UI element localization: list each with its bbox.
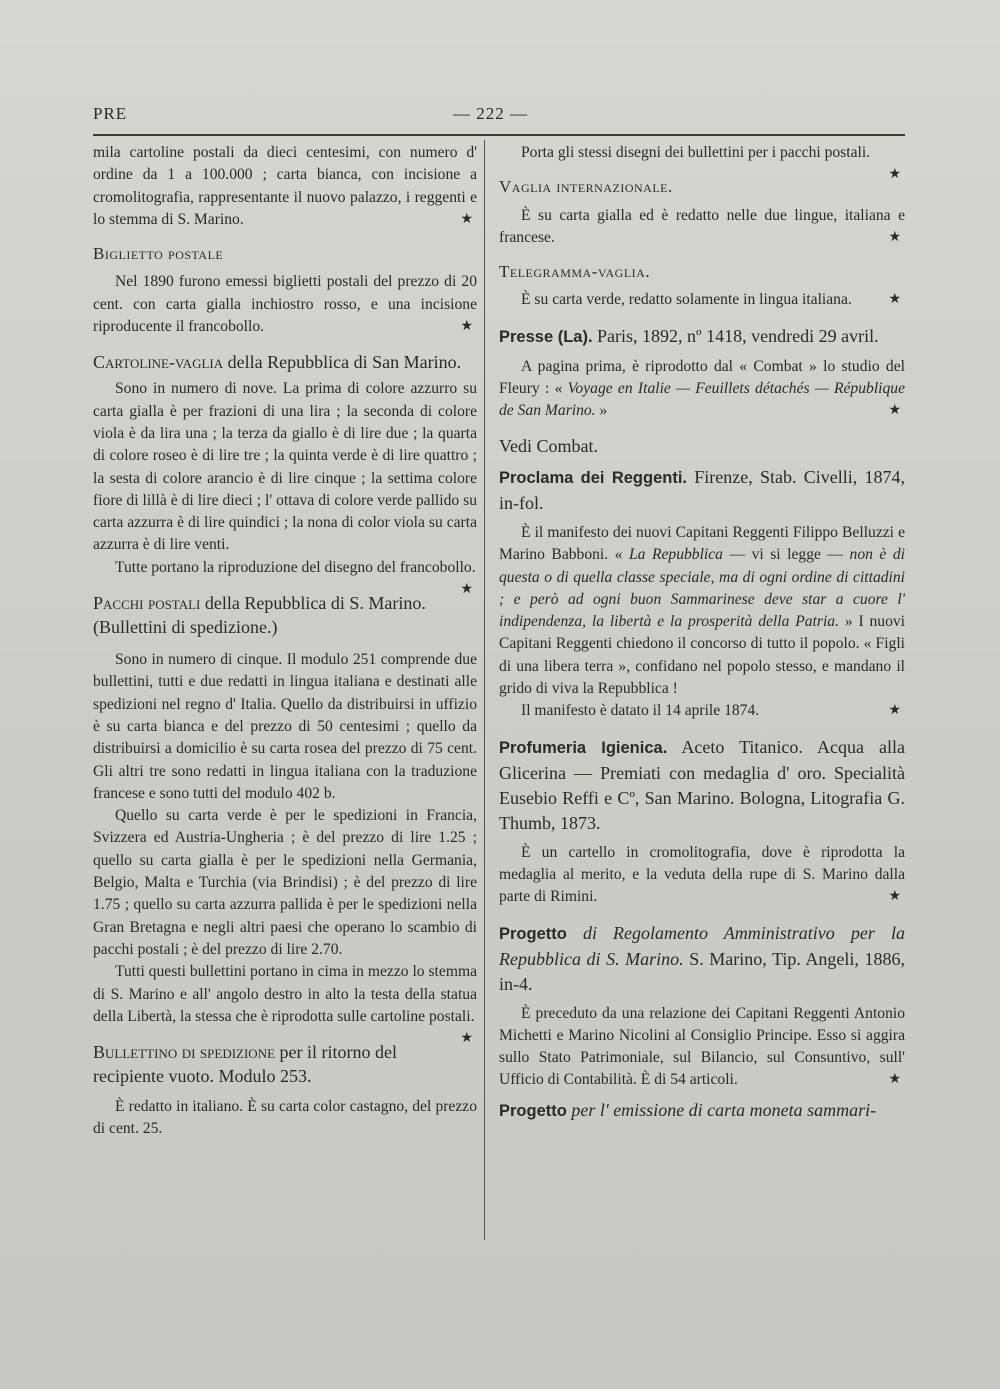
star-icon: ★ xyxy=(460,211,473,227)
heading-biglietto: Biglietto postale xyxy=(93,244,224,264)
star-icon: ★ xyxy=(888,889,901,905)
entry-proclama: Proclama dei Reggenti. Firenze, Stab. Civelli, 1874, in-fol. xyxy=(499,466,905,513)
paragraph: Tutte portano la riproduzione del disegno del francobollo. ★ xyxy=(93,557,477,579)
star-icon: ★ xyxy=(460,582,473,598)
paragraph: È un cartello in cromolitografia, dove è riprodotta la medaglia al merito, e la veduta della rupe di S. Marino dalla parte di Rimini. ★ xyxy=(499,842,905,909)
paragraph: Nel 1890 furono emessi biglietti postali del prezzo di 20 cent. con carta gialla inchiostro rosso, e una incisione riproducente il francobollo. ★ xyxy=(93,271,477,338)
star-icon: ★ xyxy=(460,1031,473,1047)
heading-vaglia: Vaglia internazionale. xyxy=(499,177,673,197)
paragraph: Quello su carta verde è per le spedizioni in Francia, Svizzera ed Austria-Ungheria ; è del prezzo di lire 1.25 ; quello su carta gialla è per le spedizioni nella Germania, Belgio, Malta e Turchia (via Brindisi) ; è del prezzo di lire 1.75 ; quello su carta azzurra pallida è per le spedizioni nella Gran Bretagna e negli altri paesi che operano lo scambio di pacchi postali ; è del prezzo di lire 2.70. xyxy=(93,807,477,958)
paragraph: Il manifesto è datato il 14 aprile 1874. ★ xyxy=(499,700,905,722)
paragraph: È il manifesto dei nuovi Capitani Reggenti Filippo Belluzzi e Marino Babboni. « La Repubblica — vi si legge — non è di questa o di quella classe speciale, ma di ogni ordine di cittadini ; e però ad ogni buon Sammarinese deve star a cuore l' indipendenza, la libertà e la prosperità della Patria. » I nuovi Capitani Reggenti chiedono il concorso di tutto il popolo. « Figli di una libera terra », confidano nel popolo stesso, e mandano il grido di viva la Repubblica ! xyxy=(499,523,905,698)
paragraph: È su carta verde, redatto solamente in lingua italiana. ★ xyxy=(499,289,905,311)
header-rule xyxy=(93,134,905,136)
column-divider xyxy=(484,140,485,1240)
paragraph: Porta gli stessi disegni dei bullettini per i pacchi postali. ★ xyxy=(499,142,905,164)
entry-profumeria: Profumeria Igienica. Aceto Titanico. Acqua alla Glicerina — Premiati con medaglia d' oro. Specialità Eusebio Reffi e Cº, San Marino. Bologna, Litografia G. Thumb, 1873. xyxy=(499,736,905,833)
star-icon: ★ xyxy=(460,319,473,335)
paragraph: Sono in numero di cinque. Il modulo 251 comprende due bullettini, tutti e due redatti in lingua italiana e destinati alle spedizioni nel regno d' Italia. Quello da distribuirsi in uffizio è su carta bianca e del prezzo di 50 centesimi ; quello da distribuirsi a domicilio è su carta rosea del prezzo di 75 cent. Gli altri tre sono redatti in lingua italiana con la traduzione francese e sono tutti del modulo 402 b. xyxy=(93,651,477,802)
star-icon: ★ xyxy=(888,403,901,419)
entry-progetto-carta-moneta: Progetto per l' emissione di carta moneta sammari- xyxy=(499,1099,877,1120)
heading-cartoline: Cartoline-vaglia della Repubblica di San Marino. xyxy=(93,352,462,373)
entry-presse: Presse (La). Paris, 1892, nº 1418, vendredi 29 avril. xyxy=(499,325,879,346)
star-icon: ★ xyxy=(888,1072,901,1088)
running-header xyxy=(93,100,903,130)
section-label: PRE xyxy=(93,104,128,123)
paragraph: È preceduto da una relazione dei Capitani Reggenti Antonio Michetti e Marino Nicolini al Consiglio Principe. Esso si aggira sullo Stato Patrimoniale, sul Bilancio, sul Consuntivo, sull' Ufficio di Contabilità. È di 54 articoli. ★ xyxy=(499,1003,905,1092)
star-icon: ★ xyxy=(888,703,901,719)
star-icon: ★ xyxy=(888,229,901,245)
left-column xyxy=(93,142,477,1141)
paragraph: mila cartoline postali da dieci centesimi, con numero d' ordine da 1 a 100.000 ; carta bianca, con incisione a cromolitografia, rappresentante il nuovo palazzo, i reggenti e lo stemma di S. Marino. ★ xyxy=(93,142,477,231)
page-number: — 222 — xyxy=(453,104,528,123)
paragraph: Sono in numero di nove. La prima di colore azzurro su carta gialla è per frazioni di una lira ; la seconda di colore viola è da lira una ; la terza da giallo è di lire due ; la quarta di colore roseo è di lire tre ; la quinta verde è di lire quattro ; la sesta di colore arancio è di lire cinque ; la settima colore fiore di lillà è di lire dieci ; l' ottava di colore verde pallido su carta azzurra è di lire quindici ; la nona di color viola su carta azzurra è di lire venti. xyxy=(93,380,477,554)
paragraph: È su carta gialla ed è redatto nelle due lingue, italiana e francese. ★ xyxy=(499,205,905,250)
paragraph: A pagina prima, è riprodotto dal « Combat » lo studio del Fleury : « Voyage en Italie — Feuillets détachés — République de San Marino. » ★ xyxy=(499,356,905,423)
heading-bullettino: Bullettino di spedizione per il ritorno del recipiente vuoto. Modulo 253. xyxy=(93,1042,397,1087)
entry-progetto-regolamento: Progetto di Regolamento Amministrativo per la Repubblica di S. Marino. S. Marino, Tip. Angeli, 1886, in-4. xyxy=(499,922,905,994)
heading-telegramma: Telegramma-vaglia. xyxy=(499,262,651,282)
paragraph: È redatto in italiano. È su carta color castagno, del prezzo di cent. 25. xyxy=(93,1098,477,1138)
right-column xyxy=(499,142,905,1130)
star-icon: ★ xyxy=(888,167,901,183)
paragraph: Tutti questi bullettini portano in cima in mezzo lo stemma di S. Marino e all' angolo destro in alto la testa della statua della Libertà, la stessa che è riprodotta sulle cartoline postali. ★ xyxy=(93,961,477,1028)
heading-pacchi: Pacchi postali della Repubblica di S. Marino. (Bullettini di spedizione.) xyxy=(93,593,426,638)
star-icon: ★ xyxy=(888,292,901,308)
see-also: Vedi Combat. xyxy=(499,435,598,456)
